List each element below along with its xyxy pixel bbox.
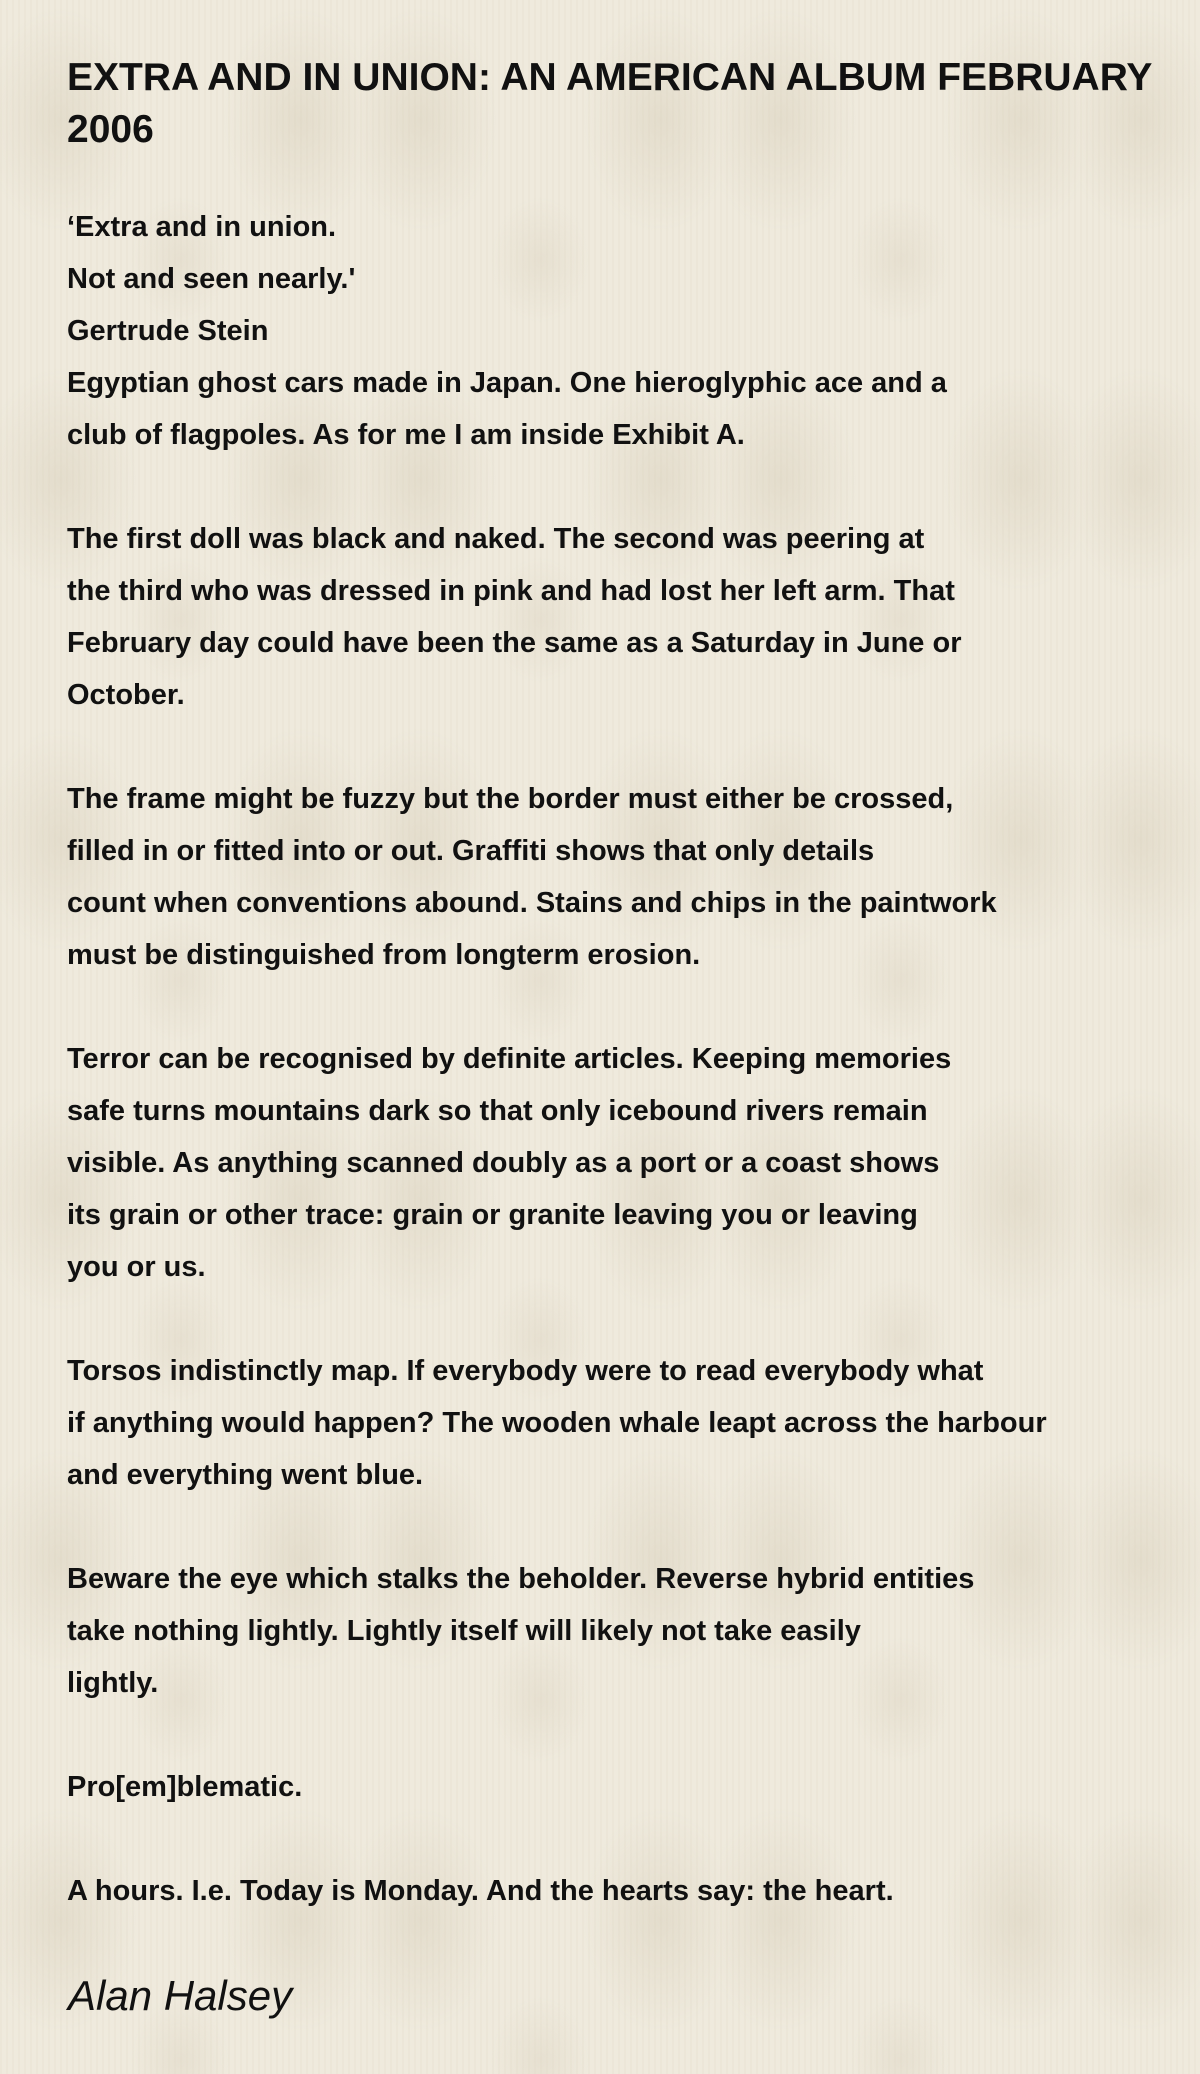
- poem-line: must be distinguished from longterm erosion.: [67, 939, 701, 971]
- poem-line: filled in or fitted into or out. Graffiti shows that only details: [67, 835, 875, 867]
- stanza-break: [67, 1813, 1187, 1865]
- poem-line: Pro[em]blematic.: [67, 1771, 303, 1803]
- poem-line: The first doll was black and naked. The second was peering at: [67, 523, 925, 555]
- poem-line: October.: [67, 679, 185, 711]
- stanza-2: [67, 513, 1187, 721]
- poem-line: safe turns mountains dark so that only icebound rivers remain: [67, 1095, 928, 1127]
- stanza-6: [67, 1553, 1187, 1709]
- poem-line: Not and seen nearly.': [67, 263, 356, 295]
- stanza-break: [67, 1501, 1187, 1553]
- poem-title-line-2: 2006: [67, 108, 154, 151]
- stanza-break: [67, 1709, 1187, 1761]
- stanza-7: [67, 1761, 1187, 1813]
- poem-line: The frame might be fuzzy but the border must either be crossed,: [67, 783, 954, 815]
- stanza-8: [67, 1865, 1187, 1917]
- poem-line: A hours. I.e. Today is Monday. And the hearts say: the heart.: [67, 1875, 894, 1907]
- stanza-break: [67, 461, 1187, 513]
- poem-body: [67, 201, 1187, 1917]
- poem-line: February day could have been the same as a Saturday in June or: [67, 627, 962, 659]
- stanza-1: [67, 201, 1187, 461]
- poem-line: lightly.: [67, 1667, 159, 1699]
- poem-title-line-1: EXTRA AND IN UNION: AN AMERICAN ALBUM FEBRUARY: [67, 56, 1153, 99]
- stanza-break: [67, 981, 1187, 1033]
- stanza-4: [67, 1033, 1187, 1293]
- poem-line: club of flagpoles. As for me I am inside Exhibit A.: [67, 419, 745, 451]
- poem-line: the third who was dressed in pink and had lost her left arm. That: [67, 575, 955, 607]
- poem-line: its grain or other trace: grain or granite leaving you or leaving: [67, 1199, 918, 1231]
- stanza-5: [67, 1345, 1187, 1501]
- poem-line: Terror can be recognised by definite articles. Keeping memories: [67, 1043, 952, 1075]
- stanza-3: [67, 773, 1187, 981]
- poem-author: Alan Halsey: [68, 1972, 293, 2019]
- poem-line: Beware the eye which stalks the beholder. Reverse hybrid entities: [67, 1563, 975, 1595]
- poem-line: Torsos indistinctly map. If everybody were to read everybody what: [67, 1355, 984, 1387]
- poem-title: [67, 52, 1200, 156]
- poem-line: ‘Extra and in union.: [67, 211, 337, 243]
- stanza-break: [67, 721, 1187, 773]
- poem-line: Gertrude Stein: [67, 315, 269, 347]
- poem-line: Egyptian ghost cars made in Japan. One hieroglyphic ace and a: [67, 367, 947, 399]
- poem-line: and everything went blue.: [67, 1459, 424, 1491]
- stanza-break: [67, 1293, 1187, 1345]
- poem-line: count when conventions abound. Stains and chips in the paintwork: [67, 887, 997, 919]
- poem-line: if anything would happen? The wooden whale leapt across the harbour: [67, 1407, 1047, 1439]
- poem-line: take nothing lightly. Lightly itself will likely not take easily: [67, 1615, 861, 1647]
- poem-line: you or us.: [67, 1251, 206, 1283]
- poem-line: visible. As anything scanned doubly as a port or a coast shows: [67, 1147, 940, 1179]
